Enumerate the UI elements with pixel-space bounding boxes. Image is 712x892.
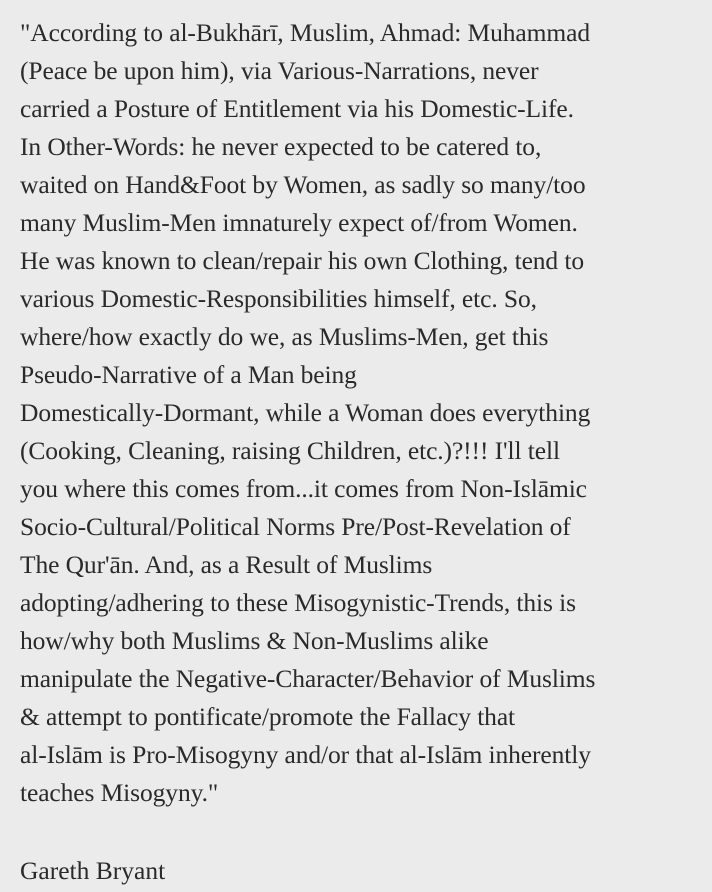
quote-line: carried a Posture of Entitlement via his Domestic-Life. <box>20 94 574 123</box>
quote-line: "According to al-Bukhārī, Muslim, Ahmad: Muhammad <box>20 18 590 47</box>
quote-line: Domestically-Dormant, while a Woman does everything <box>20 398 591 427</box>
quote-author: Gareth Bryant <box>20 856 166 885</box>
quote-line: & attempt to pontificate/promote the Fallacy that <box>20 702 516 731</box>
quote-line: He was known to clean/repair his own Clothing, tend to <box>20 246 584 275</box>
quote-line: waited on Hand&Foot by Women, as sadly so many/too <box>20 170 586 199</box>
quote-line: (Cooking, Cleaning, raising Children, etc.)?!!! I'll tell <box>20 436 560 465</box>
quote-line: al-Islām is Pro-Misogyny and/or that al-Islām inherently <box>20 740 591 769</box>
quote-line: various Domestic-Responsibilities himself, etc. So, <box>20 284 537 313</box>
quote-line: The Qur'ān. And, as a Result of Muslims <box>20 550 433 579</box>
quote-line: where/how exactly do we, as Muslims-Men, get this <box>20 322 549 351</box>
quote-line: (Peace be upon him), via Various-Narrations, never <box>20 56 539 85</box>
quote-line: many Muslim-Men imnaturely expect of/from Women. <box>20 208 578 237</box>
quote-line: you where this comes from...it comes from Non-Islāmic <box>20 474 587 503</box>
quote-line: Pseudo-Narrative of a Man being <box>20 360 357 389</box>
quote-line: how/why both Muslims & Non-Muslims alike <box>20 626 489 655</box>
quote-line: adopting/adhering to these Misogynistic-Trends, this is <box>20 588 576 617</box>
quote-line: Socio-Cultural/Political Norms Pre/Post-Revelation of <box>20 512 571 541</box>
quote-line: teaches Misogyny." <box>20 778 219 807</box>
quote-line: In Other-Words: he never expected to be catered to, <box>20 132 542 161</box>
quote-line: manipulate the Negative-Character/Behavior of Muslims <box>20 664 596 693</box>
quote-text <box>20 14 692 812</box>
